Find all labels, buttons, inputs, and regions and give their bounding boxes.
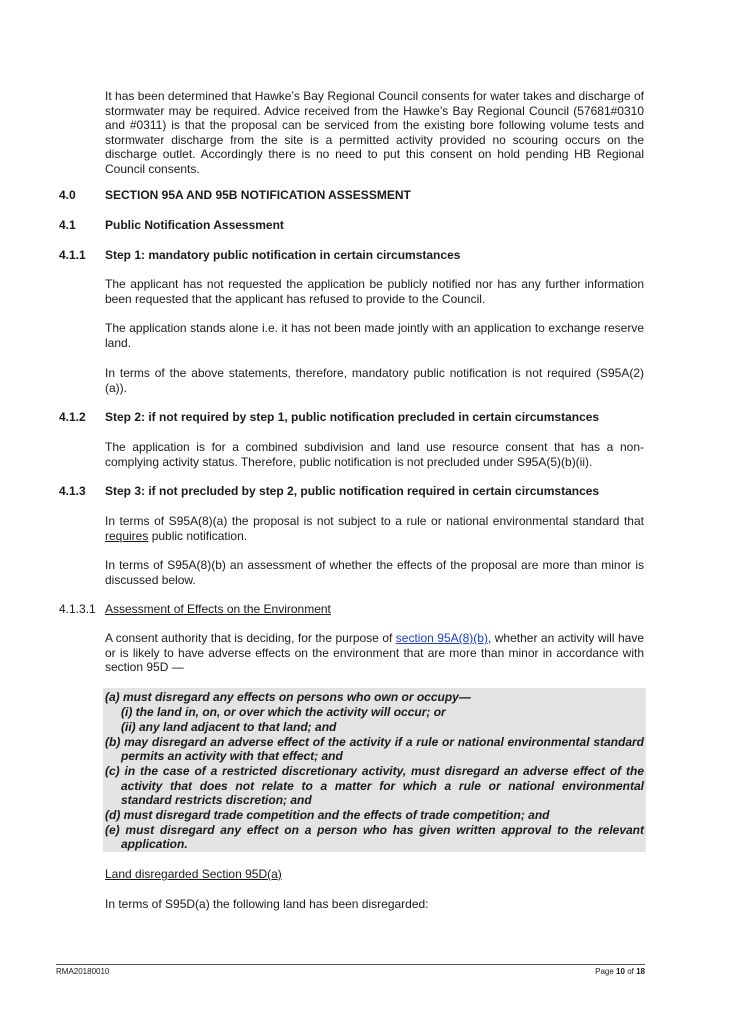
assessment-text-start: A consent authority that is deciding, for the purpose of bbox=[105, 631, 396, 645]
subsection-title: Public Notification Assessment bbox=[105, 218, 284, 232]
section-95a-link[interactable]: section 95A(8)(b) bbox=[395, 631, 488, 645]
step1-heading bbox=[59, 248, 460, 262]
quote-item-c-line2: activity that does not relate to a matter for which a rule or national environmental bbox=[121, 779, 644, 793]
subsection-number: 4.1 bbox=[59, 218, 76, 232]
page-label: Page bbox=[595, 967, 614, 976]
quote-item-b-line2: permits an activity with that effect; and bbox=[121, 749, 343, 763]
quote-item-c-line3: standard restricts discretion; and bbox=[121, 793, 312, 807]
footer-divider bbox=[56, 964, 645, 965]
step1-title: Step 1: mandatory public notification in certain circumstances bbox=[105, 248, 461, 262]
section-title: SECTION 95A AND 95B NOTIFICATION ASSESSMENT bbox=[105, 188, 411, 202]
quote-item-d: (d) must disregard trade competition and the effects of trade competition; and bbox=[105, 808, 550, 822]
assessment-paragraph bbox=[105, 631, 644, 675]
step1-number: 4.1.1 bbox=[59, 248, 86, 262]
step3-paragraph-2: In terms of S95A(8)(b) an assessment of whether the effects of the proposal are more than minor is discussed below. bbox=[105, 558, 644, 587]
section-number: 4.0 bbox=[59, 188, 76, 202]
requires-underlined: requires bbox=[105, 528, 149, 543]
land-disregarded-paragraph: In terms of S95D(a) the following land has been disregarded: bbox=[105, 897, 429, 911]
step2-number: 4.1.2 bbox=[59, 410, 86, 424]
subsection-heading bbox=[59, 218, 284, 232]
step3-p1-text: In terms of S95A(8)(a) the proposal is not subject to a rule or national environmental standard that bbox=[105, 514, 644, 528]
assessment-heading bbox=[59, 602, 331, 616]
quote-item-c-line1: (c) in the case of a restricted discretionary activity, must disregard an adverse effect of the bbox=[105, 764, 644, 778]
assessment-text-end: , whether an activity will have or is likely to have adverse effects on the environment that are more than minor in accordance with section 95D — bbox=[105, 631, 644, 675]
step1-paragraph-3: In terms of the above statements, therefore, mandatory public notification is not required (S95A(2)(a)). bbox=[105, 366, 644, 395]
quote-item-a-i: (i) the land in, on, or over which the activity will occur; or bbox=[121, 705, 446, 719]
step3-number: 4.1.3 bbox=[59, 484, 86, 498]
land-disregarded-title: Land disregarded Section 95D(a) bbox=[105, 867, 282, 881]
step3-heading bbox=[59, 484, 599, 498]
assessment-number: 4.1.3.1 bbox=[59, 602, 96, 616]
step1-paragraph-2: The application stands alone i.e. it has not been made jointly with an application to exchange reserve land. bbox=[105, 321, 644, 350]
quote-item-e-line1: (e) must disregard any effect on a person who has given written approval to the relevant bbox=[105, 823, 644, 837]
section-heading bbox=[59, 188, 411, 202]
step1-paragraph-1: The applicant has not requested the application be publicly notified nor has any further information been requested that the applicant has refused to provide to the Council. bbox=[105, 277, 644, 306]
footer-page-number bbox=[560, 967, 645, 976]
page-current: 10 bbox=[616, 967, 625, 976]
step2-title: Step 2: if not required by step 1, public notification precluded in certain circumstances bbox=[105, 410, 600, 424]
page-of: of bbox=[627, 967, 634, 976]
assessment-title: Assessment of Effects on the Environment bbox=[105, 602, 331, 616]
step3-title: Step 3: if not precluded by step 2, public notification required in certain circumstances bbox=[105, 484, 600, 498]
step2-paragraph: The application is for a combined subdivision and land use resource consent that has a non-complying activity status. Therefore, public notification is not precluded under S95A(5)(b)(ii). bbox=[105, 440, 644, 469]
footer-reference: RMA20180010 bbox=[56, 967, 110, 976]
quote-item-b-line1: (b) may disregard an adverse effect of the activity if a rule or national environmental standard bbox=[105, 735, 644, 749]
step3-paragraph-1 bbox=[105, 514, 644, 543]
step2-heading bbox=[59, 410, 599, 424]
land-disregarded-heading bbox=[105, 867, 644, 882]
quote-item-a: (a) must disregard any effects on persons who own or occupy— bbox=[105, 690, 471, 704]
page-total: 18 bbox=[636, 967, 645, 976]
quote-item-a-ii: (ii) any land adjacent to that land; and bbox=[121, 720, 337, 734]
step3-p1-end: public notification. bbox=[148, 528, 248, 543]
quote-item-e-line2: application. bbox=[121, 837, 188, 851]
intro-paragraph: It has been determined that Hawke’s Bay Regional Council consents for water takes and discharge of stormwater may be required. Advice received from the Hawke’s Bay Regional Council (57681#0310 and #0311) is that the proposal can be serviced from the existing bore following volume tests and stormwater discharge from the site is a permitted activity provided no scouring occurs on the discharge outlet. Accordingly there is no need to put this consent on hold pending HB Regional Council consents. bbox=[105, 89, 644, 176]
